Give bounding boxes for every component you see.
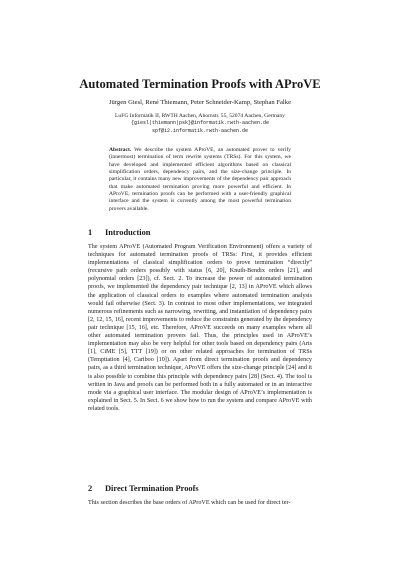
section-heading-introduction	[88, 228, 150, 237]
author-list: Jürgen Giesl, René Thiemann, Peter Schneider-Kamp, Stephan Falke	[108, 99, 291, 106]
introduction-paragraph: The system AProVE (Automated Program Verification Environment) offers a variety of techniques for automated termination proofs of TRSs: First, it provides efficient implementations of classical simplification orders to prove termination “directly” (recursive path orders possibly with status [6, 20], Knuth-Bendix orders [21], and polynomial orders [23]), cf. Sect. 2. To increase the power of automated termination proofs, we implemented the dependency pair technique [2, 13] in AProVE which allows the application of classical orders to examples where automated termination analysis would fail otherwise (Sect. 3). In contrast to most other implementations, we integrated numerous refinements such as narrowing, rewriting, and instantiation of dependency pairs [2, 12, 15, 16], recent improvements to reduce the constraints generated by the dependency pair technique [15, 16], etc. Therefore, AProVE succeeds on many examples where all other automated termination provers fail. Thus, the principles used in AProVE’s implementation may also be very helpful for other tools based on dependency pairs (Arts [1], CiME [5], TTT [19]) or on other related approaches for termination of TRSs (Tempttation [4], Cariboo [10]). Apart from direct termination proofs and dependency pairs, as a third termination technique, AProVE offers the size-change principle [24] and it is also possible to combine this principle with dependency pairs [28] (Sect. 4). The tool is written in Java and proofs can be performed both in a fully automated or in an interactive mode via a graphical user interface. The modular design of AProVE’s implementation is explained in Sect. 5. In Sect. 6 we show how to run the system and compare AProVE with related tools.	[88, 244, 312, 412]
abstract-label: Abstract.	[109, 147, 132, 153]
affiliation-block	[0, 113, 400, 135]
section-title: Direct Termination Proofs	[105, 484, 199, 493]
direct-termination-paragraph: This section describes the base orders of AProVE which can be used for direct ter-	[88, 500, 291, 506]
section-heading-direct-termination	[88, 484, 199, 493]
section-number: 1	[88, 228, 93, 237]
section-number: 2	[88, 484, 93, 493]
abstract	[109, 147, 291, 213]
affiliation-address: LuFG Informatik II, RWTH Aachen, Ahornstr. 55, 52074 Aachen, Germany	[115, 113, 285, 119]
abstract-text: We describe the system AProVE, an automated prover to verify (innermost) termination of term rewrite systems (TRSs). For this system, we have developed and implemented efficient algorithms based on classical simplification orders, dependency pairs, and the size-change principle. In particular, it contains many new improvements of the dependency pair approach that make automated termination proving more powerful and efficient. In AProVE, termination proofs can be performed with a user-friendly graphical interface and the system is currently among the most powerful termination provers available.	[109, 147, 291, 212]
paper-title: Automated Termination Proofs with AProVE	[79, 77, 321, 91]
section-title: Introduction	[105, 228, 151, 237]
affiliation-email-1: {giesl|thiemann|psk}@informatik.rwth-aachen.de	[130, 120, 270, 127]
affiliation-email-2: spf@i2.informatik.rwth-aachen.de	[151, 127, 248, 134]
